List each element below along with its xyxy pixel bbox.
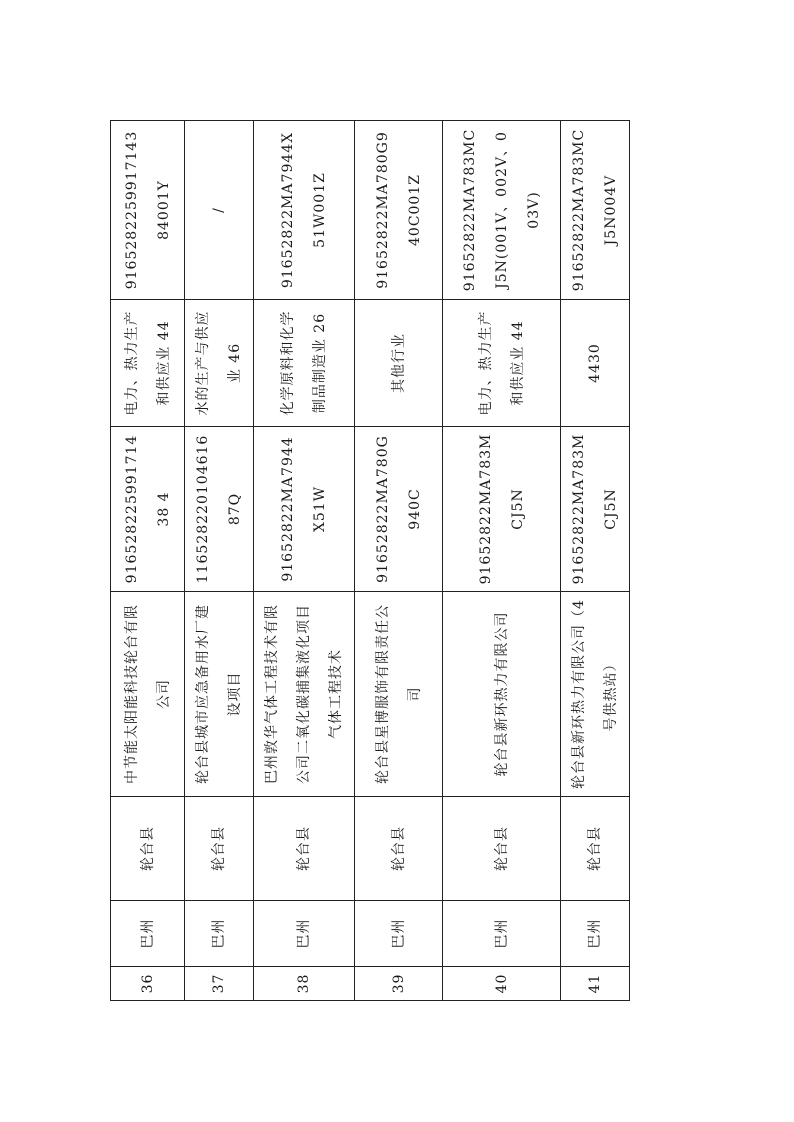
table-row: [443, 121, 561, 1001]
region-cell: 巴州: [355, 901, 443, 967]
permit-number-cell: /: [185, 121, 254, 300]
industry-cell: 电力、热力生产和供应业 44: [111, 300, 185, 427]
credit-code-cell: 91652822599171438 4: [111, 427, 185, 592]
unit-name-cell: 轮台县新环热力有限公司（4号供热站）: [561, 592, 630, 797]
county-cell: 轮台县: [443, 797, 561, 901]
rotated-table-page: [110, 121, 622, 1001]
credit-code-cell: 91652822MA7944X51W: [254, 427, 355, 592]
industry-cell: 化学原料和化学制品制造业 26: [254, 300, 355, 427]
table-row: [185, 121, 254, 1001]
unit-name-cell: 轮台县城市应急备用水厂建设项目: [185, 592, 254, 797]
table-row: [355, 121, 443, 1001]
region-cell: 巴州: [111, 901, 185, 967]
row-number: 37: [185, 967, 254, 1001]
row-number: 39: [355, 967, 443, 1001]
county-cell: 轮台县: [111, 797, 185, 901]
county-cell: 轮台县: [355, 797, 443, 901]
row-number: 41: [561, 967, 630, 1001]
region-cell: 巴州: [185, 901, 254, 967]
region-cell: 巴州: [254, 901, 355, 967]
region-cell: 巴州: [561, 901, 630, 967]
credit-code-cell: 91652822MA783MCJ5N: [561, 427, 630, 592]
row-number: 36: [111, 967, 185, 1001]
permit-number-cell: 91652822MA7944X51W001Z: [254, 121, 355, 300]
industry-cell: 水的生产与供应业 46: [185, 300, 254, 427]
industry-cell: 电力、热力生产和供应业 44: [443, 300, 561, 427]
unit-name-cell: 巴州敦华气体工程技术有限公司二氧化碳捕集液化项目气体工程技术: [254, 592, 355, 797]
table-row: [561, 121, 630, 1001]
permit-number-cell: 91652822MA780G940C001Z: [355, 121, 443, 300]
industry-cell: 其他行业: [355, 300, 443, 427]
credit-code-cell: 11652822010461687Q: [185, 427, 254, 592]
unit-name-cell: 轮台县星博服饰有限责任公司: [355, 592, 443, 797]
industry-cell: 4430: [561, 300, 630, 427]
unit-name-cell: 轮台县新环热力有限公司: [443, 592, 561, 797]
table-row: [254, 121, 355, 1001]
row-number: 38: [254, 967, 355, 1001]
credit-code-cell: 91652822MA783MCJ5N: [443, 427, 561, 592]
permit-number-cell: 91652822MA783MCJ5N004V: [561, 121, 630, 300]
enterprise-table: [110, 120, 630, 1001]
permit-number-cell: 916528225991714384001Y: [111, 121, 185, 300]
credit-code-cell: 91652822MA780G940C: [355, 427, 443, 592]
county-cell: 轮台县: [185, 797, 254, 901]
county-cell: 轮台县: [254, 797, 355, 901]
permit-number-cell: 91652822MA783MCJ5N(001V、002V、003V): [443, 121, 561, 300]
county-cell: 轮台县: [561, 797, 630, 901]
table-row: [111, 121, 185, 1001]
unit-name-cell: 中节能太阳能科技轮台有限公司: [111, 592, 185, 797]
region-cell: 巴州: [443, 901, 561, 967]
row-number: 40: [443, 967, 561, 1001]
